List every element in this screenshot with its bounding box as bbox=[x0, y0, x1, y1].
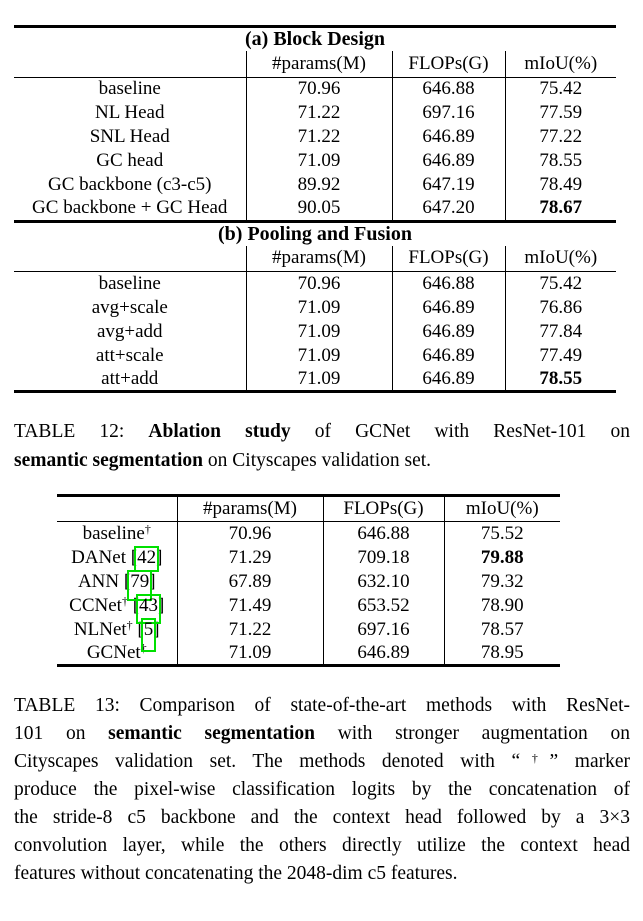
miou-cell: 76.86 bbox=[505, 296, 616, 320]
caption-line: the stride-8 c5 backbone and the context head followed by a 3×3 bbox=[14, 807, 630, 828]
citation-link-box[interactable]: 43 bbox=[139, 594, 159, 616]
caption-line: convolution layer, while the others directly utilize the context head bbox=[14, 835, 630, 856]
section-a-header-row bbox=[14, 51, 616, 77]
table-row bbox=[57, 570, 560, 594]
params-cell: 71.09 bbox=[246, 320, 392, 344]
flops-cell: 697.16 bbox=[392, 101, 505, 125]
dagger-marker: † bbox=[144, 521, 151, 536]
table-row bbox=[57, 522, 560, 546]
section-a-title-row bbox=[14, 27, 616, 52]
params-cell: 71.22 bbox=[177, 618, 323, 642]
table-row bbox=[57, 546, 560, 570]
miou-cell: 78.55 bbox=[505, 149, 616, 173]
flops-cell: 646.89 bbox=[392, 344, 505, 368]
flops-cell: 646.88 bbox=[392, 272, 505, 296]
miou-cell: 75.42 bbox=[505, 272, 616, 296]
row-label: ANN [79] bbox=[77, 570, 156, 592]
miou-cell: 79.32 bbox=[444, 570, 560, 594]
citation-link-box[interactable]: 5 bbox=[143, 618, 154, 640]
table-row bbox=[14, 197, 616, 221]
row-label: GC head bbox=[96, 150, 164, 171]
params-cell: 71.09 bbox=[246, 296, 392, 320]
params-cell: 71.09 bbox=[177, 642, 323, 666]
table-row bbox=[14, 125, 616, 149]
flops-cell: 646.89 bbox=[392, 149, 505, 173]
row-label: NL Head bbox=[95, 102, 165, 123]
table-row bbox=[14, 101, 616, 125]
params-cell: 89.92 bbox=[246, 173, 392, 197]
row-label: SNL Head bbox=[89, 126, 170, 147]
params-cell: 71.49 bbox=[177, 594, 323, 618]
miou-cell: 75.52 bbox=[444, 522, 560, 546]
col-header-flops: FLOPs(G) bbox=[392, 51, 505, 77]
col-header-flops: FLOPs(G) bbox=[323, 496, 444, 522]
section-b-title-row bbox=[14, 221, 616, 246]
miou-cell: 78.49 bbox=[505, 173, 616, 197]
caption-line: produce the pixel-wise classification logits by the concatenation of bbox=[14, 779, 630, 800]
dagger-marker: † bbox=[121, 593, 128, 608]
caption-line: features without concatenating the 2048-dim c5 features. bbox=[14, 863, 458, 884]
miou-cell: 77.84 bbox=[505, 320, 616, 344]
row-label: NLNet† [5] bbox=[73, 617, 160, 640]
table-row bbox=[14, 149, 616, 173]
miou-cell: 75.42 bbox=[505, 77, 616, 101]
params-cell: 70.96 bbox=[246, 77, 392, 101]
row-label: baseline† bbox=[82, 521, 151, 544]
empty-header-cell bbox=[14, 246, 246, 272]
caption-line: TABLE 13: Comparison of state-of-the-art methods with ResNet- bbox=[14, 695, 630, 716]
col-header-flops: FLOPs(G) bbox=[392, 246, 505, 272]
page-root bbox=[0, 25, 643, 888]
flops-cell: 646.89 bbox=[392, 368, 505, 392]
row-label: att+add bbox=[101, 367, 159, 389]
table-row bbox=[57, 642, 560, 666]
row-label: baseline bbox=[98, 78, 161, 100]
section-b-header-row bbox=[14, 246, 616, 272]
row-label: avg+scale bbox=[91, 296, 168, 318]
table-row bbox=[14, 320, 616, 344]
ablation-table bbox=[14, 25, 616, 393]
empty-header-cell bbox=[57, 496, 177, 522]
miou-cell: 78.95 bbox=[444, 642, 560, 666]
table-row bbox=[14, 296, 616, 320]
flops-cell: 646.89 bbox=[323, 642, 444, 666]
params-cell: 71.22 bbox=[246, 125, 392, 149]
params-cell: 71.09 bbox=[246, 149, 392, 173]
flops-cell: 646.89 bbox=[392, 125, 505, 149]
row-label: GC backbone (c3-c5) bbox=[47, 174, 212, 195]
caption-line: 101 on semantic segmentation with stronger augmentation on bbox=[14, 723, 631, 744]
col-header-miou: mIoU(%) bbox=[505, 51, 616, 77]
sota-header-row bbox=[57, 496, 560, 522]
params-cell: 71.22 bbox=[246, 101, 392, 125]
table-row bbox=[57, 618, 560, 642]
section-a-title: (a) Block Design bbox=[245, 28, 385, 50]
sota-table bbox=[57, 494, 560, 667]
params-cell: 71.09 bbox=[246, 344, 392, 368]
row-label: GC backbone + GC Head bbox=[32, 197, 228, 219]
flops-cell: 647.19 bbox=[392, 173, 505, 197]
params-cell: 90.05 bbox=[246, 197, 392, 221]
flops-cell: 632.10 bbox=[323, 570, 444, 594]
miou-cell: 78.55 bbox=[505, 368, 616, 392]
table-row bbox=[14, 173, 616, 197]
table12-caption bbox=[14, 417, 630, 475]
table-row bbox=[14, 77, 616, 101]
params-cell: 67.89 bbox=[177, 570, 323, 594]
col-header-params: #params(M) bbox=[177, 496, 323, 522]
section-b-title: (b) Pooling and Fusion bbox=[14, 221, 616, 246]
flops-cell: 646.89 bbox=[392, 296, 505, 320]
col-header-miou: mIoU(%) bbox=[505, 246, 616, 272]
citation-link-box[interactable]: 79 bbox=[130, 570, 150, 592]
row-label: DANet [42] bbox=[71, 546, 163, 568]
table13-caption bbox=[14, 692, 630, 888]
flops-cell: 646.89 bbox=[392, 320, 505, 344]
miou-cell: 77.22 bbox=[505, 125, 616, 149]
caption-line: Cityscapes validation set. The methods denoted with “†” marker bbox=[14, 751, 630, 772]
miou-cell: 78.67 bbox=[505, 197, 616, 221]
row-label: avg+add bbox=[96, 320, 163, 342]
miou-cell: 78.57 bbox=[444, 618, 560, 642]
col-header-miou: mIoU(%) bbox=[444, 496, 560, 522]
col-header-params: #params(M) bbox=[246, 51, 392, 77]
row-label: baseline bbox=[98, 272, 161, 294]
empty-header-cell bbox=[14, 51, 246, 77]
flops-cell: 646.88 bbox=[323, 522, 444, 546]
dagger-marker: † bbox=[126, 617, 133, 632]
miou-cell: 79.88 bbox=[444, 546, 560, 570]
table-row bbox=[14, 368, 616, 392]
row-label: GCNet† bbox=[86, 640, 147, 663]
caption-line: TABLE 12: Ablation study of GCNet with ResNet-101 on bbox=[14, 421, 630, 442]
flops-cell: 709.18 bbox=[323, 546, 444, 570]
table-row bbox=[14, 272, 616, 296]
flops-cell: 647.20 bbox=[392, 197, 505, 221]
row-label: att+scale bbox=[95, 344, 164, 366]
params-cell: 71.29 bbox=[177, 546, 323, 570]
table-row bbox=[57, 594, 560, 618]
flops-cell: 646.88 bbox=[392, 77, 505, 101]
miou-cell: 77.59 bbox=[505, 101, 616, 125]
dagger-marker: † bbox=[520, 751, 550, 765]
flops-cell: 653.52 bbox=[323, 594, 444, 618]
miou-cell: 78.90 bbox=[444, 594, 560, 618]
citation-link-box[interactable]: 42 bbox=[137, 546, 157, 568]
col-header-params: #params(M) bbox=[246, 246, 392, 272]
table-row bbox=[14, 344, 616, 368]
params-cell: 70.96 bbox=[177, 522, 323, 546]
miou-cell: 77.49 bbox=[505, 344, 616, 368]
params-cell: 70.96 bbox=[246, 272, 392, 296]
params-cell: 71.09 bbox=[246, 368, 392, 392]
caption-line: semantic segmentation on Cityscapes validation set. bbox=[14, 450, 432, 471]
flops-cell: 697.16 bbox=[323, 618, 444, 642]
dagger-marker: † bbox=[140, 640, 147, 655]
row-label: CCNet† [43] bbox=[69, 593, 165, 616]
